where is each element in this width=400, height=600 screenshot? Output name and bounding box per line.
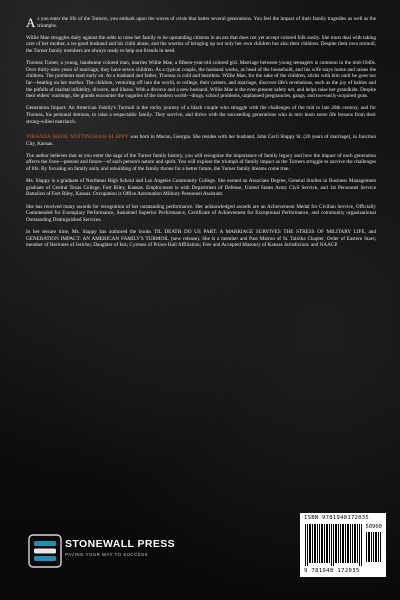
- drop-cap: A: [26, 15, 36, 30]
- author-name: VIRANDA IRENE NOTTINGHAM-SLAPPY: [26, 134, 129, 141]
- intro-paragraph-1-text: s you enter the life of the Turners, you embark upon the waves of crisis that batter several generations. You feel the impact of their family tragedies as well as the triumphs.: [37, 16, 376, 29]
- author-paragraph-4: She has received many awards for recognition of her outstanding performance. Her acknowledged awards are an Achievement Medal for Civilian Service, Officially Commended for Exemplary Performance, Sustained Superior Performance, Certificate of Achievement for Exceptional Performance, and community organizational Outstanding Distinguished Services.: [26, 203, 376, 223]
- publisher-logo: [28, 533, 178, 573]
- author-paragraph-1: [26, 134, 376, 147]
- publisher-name: STONEWALL PRESS: [65, 538, 176, 550]
- author-paragraph-5: In her leisure time, Ms. Slappy has authored the books TIL DEATH DO US PART: A MARRIAGE SURVIVES THE STRESS OF MILITARY LIFE, and GENERATION IMPACT: AN AMERICAN FAMILY'S TURMOIL (new release). She is a member and Past Matron of St. Tabitha Chapter, Order of Eastern Stars; member of Heriones of Jericho; Daughter of Isis; Cyrenes of Prince Hall Affiliation; Free and Accepted Masonry of Kansas Jurisdiction; and NAACP.: [26, 229, 376, 249]
- intro-paragraph-2: Willie Mae struggles daily against the odds to raise her family to be upstanding citizens in an era that does not yet accept colored folk easily. She must deal with taking care of her mother, a no-good husband and his child abuse, and the worries of bringing up not only her own children but also their children. Despite their own turmoil, the Turner family members are always ready to help out friends in need.: [26, 34, 376, 54]
- intro-paragraph-4: Generation Impact: An American Family's Turmoil is the rocky journey of a black couple who struggle with the challenges of the mid to late 20th century, and for Thomas, his personal demons, to raise a respectable family. They survive, and thrive with the succeeding generations who in turn learn some life lessons from their strong-willed matriarch.: [26, 105, 376, 125]
- stonewall-logo-icon: [28, 534, 62, 568]
- barcode-bars-icon: [305, 524, 363, 566]
- intro-paragraph-1: [26, 16, 376, 29]
- price-code: 50900: [365, 524, 382, 530]
- intro-paragraph-3: Thomas Turner, a young, handsome colored man, marries Willie Mae, a fifteen-year-old colored girl. Marriage between young teenagers is common in the mid-1940s. Over thirty-nine years of marriage, they have seven children. As a typical couple, the husband works, as head of the household, and his wife stays home and raises the children. The problems start early on. As a husband and father, Thomas is cold and heartless. Willie Mae, for the sake of the children, sticks with him until he goes too far—beating on her mother. The children, venturing off into the world, to college, their careers, and marriage, discover life's revelations, such as the joy of babies and the pitfalls of marital infidelity, divorce, and illness. With a divorce and a new husband, Willie Mae is the ever-present safety net, and helps raise her grandkids. Despite their elders' warnings, the grands encounter the vagaries of the modern world—drugs, school problems, unplanned pregnancies, gangs, and too-easily-acquired guns.: [26, 60, 376, 100]
- isbn-digits: 9 781948 172035: [304, 568, 360, 574]
- isbn-text: ISBN 9781948172035: [304, 515, 370, 521]
- publisher-tagline: PAVING YOUR WAY TO SUCCESS: [65, 552, 149, 557]
- author-paragraph-2: The author believes that as you enter the saga of the Turner family history, you will recognize the importance of family legacy and how the impact of each generation affects the lives—present and future—of each person's nature and spirit. You will explore the triumph of family impact as the Turners struggle to survive the challenges of life. By focusing on family unity and rebuilding of the family throne for a better future, the Turner family dreams come true.: [26, 152, 376, 173]
- price-barcode-icon: [366, 532, 382, 562]
- author-paragraph-1-text: was born in Macon, Georgia. She resides with her husband, John Cecil Slappy Sr. (26 years of marriage), in Junction City, Kansas.: [26, 134, 376, 147]
- author-paragraph-3: Ms. Slappy is a graduate of Northeast High School and Los Angeles Community College. She earned an Associate Degree, General Studies in Business Management graduate of Central Texas College, Fort Riley, Kansas. Employment is with Department of Defense, United States Army Civil Service, and 1st Personnel Service Battalion of Fort Riley, Kansas. Occupation is Office Automation Military Personnel Assistant.: [26, 178, 376, 198]
- back-cover-text: [26, 16, 376, 254]
- isbn-barcode: [300, 513, 386, 577]
